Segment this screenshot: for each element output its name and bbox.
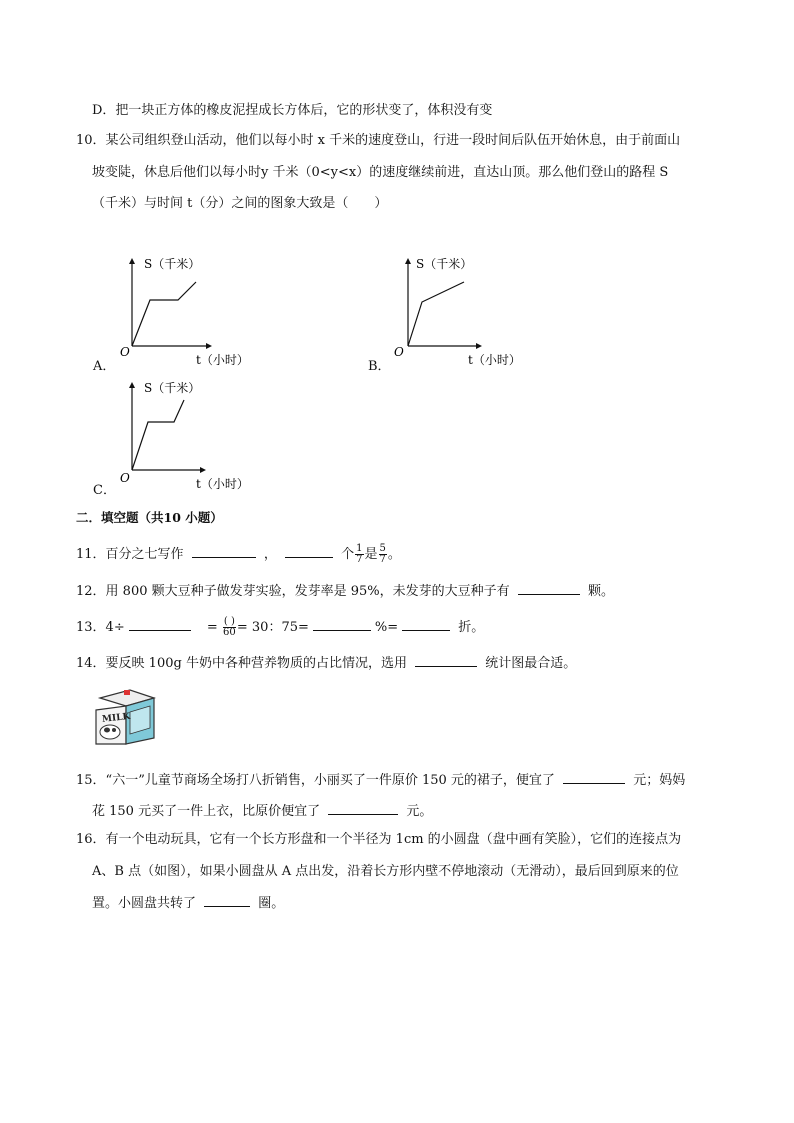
q10-line-3: （千米）与时间 t（分）之间的图象大致是（ ）	[92, 196, 388, 211]
graph-a-y-label: S（千米）	[144, 257, 201, 271]
q13-prefix: 13．4÷	[76, 620, 125, 635]
graph-a-origin: O	[120, 345, 130, 359]
graph-b-curve	[408, 282, 464, 346]
q16-line-3	[92, 892, 284, 914]
q11-blank-1[interactable]	[192, 543, 256, 558]
q15-line1-prefix: 15．“六一”儿童节商场全场打八折销售，小丽买了一件原价 150 元的裙子，便宜了	[76, 773, 555, 788]
q11-mid: 个	[341, 547, 355, 562]
graph-b-x-arrow	[476, 343, 482, 349]
graph-a	[110, 250, 270, 370]
q15-line2-prefix: 花 150 元买了一件上衣，比原价便宜了	[92, 804, 321, 819]
section-2-title: 二．填空题（共10 小题）	[76, 510, 223, 525]
q15-line-2	[92, 800, 432, 822]
option-a-label: A．	[93, 359, 116, 374]
q11-fraction-1: $\frac{1}{7}$	[356, 543, 363, 565]
graph-c-y-label: S（千米）	[144, 381, 201, 395]
option-b-label: B．	[368, 359, 391, 374]
graph-b-origin: O	[394, 345, 404, 359]
q12-prefix: 12．用 800 颗大豆种子做发芽实验，发芽率是 95%，未发芽的大豆种子有	[76, 584, 510, 599]
q10-line-1: 10．某公司组织登山活动，他们以每小时 x 千米的速度登山，行进一段时间后队伍开始休息，由于前面山	[76, 133, 681, 148]
q16-line3-suffix: 圈。	[258, 896, 285, 911]
q13-eq: =	[206, 620, 218, 635]
q13-suffix: 折。	[458, 620, 485, 635]
graph-c-x-arrow	[200, 467, 206, 473]
q12-suffix: 颗。	[587, 584, 614, 599]
q16-line3-prefix: 置。小圆盘共转了	[92, 896, 197, 911]
q13-fraction: $\frac{( )}{60}$	[223, 616, 236, 638]
option-c-label: C．	[93, 483, 116, 498]
graph-c	[110, 374, 270, 494]
q11-is: 是	[364, 547, 378, 562]
graph-c-x-label: t（小时）	[196, 477, 249, 491]
q13-blank-3[interactable]	[402, 616, 450, 631]
graph-a-x-arrow	[206, 343, 212, 349]
q14-blank[interactable]	[415, 652, 477, 667]
graph-c-origin: O	[120, 471, 130, 485]
q13-mid: = 30：75=	[236, 620, 309, 635]
q15-line-1	[76, 769, 685, 791]
q16-line-2: A、B 点（如图），如果小圆盘从 A 点出发，沿着长方形内壁不停地滚动（无滑动），最后回到原来的位	[92, 864, 679, 879]
q14-prefix: 14．要反映 100g 牛奶中各种营养物质的占比情况，选用	[76, 656, 407, 671]
q11-end: 。	[387, 547, 401, 562]
q13-blank-1[interactable]	[129, 616, 191, 631]
q16-line-1: 16．有一个电动玩具，它有一个长方形盘和一个半径为 1cm 的小圆盘（盘中画有笑脸），它们的连接点为	[76, 832, 682, 847]
milk-label: MILK	[101, 711, 131, 725]
q9-option-d: D．把一块正方体的橡皮泥捏成长方体后，它的形状变了，体积没有变	[92, 103, 493, 118]
q12	[76, 580, 614, 602]
q13-blank-2[interactable]	[313, 616, 371, 631]
graph-a-curve	[132, 282, 196, 346]
milk-carton-image	[90, 684, 160, 748]
q15-line2-suffix: 元。	[406, 804, 433, 819]
graph-b-y-label: S（千米）	[416, 257, 473, 271]
q14-suffix: 统计图最合适。	[485, 656, 577, 671]
q15-blank-1[interactable]	[563, 769, 625, 784]
q13	[76, 616, 484, 638]
q13-percent: %=	[374, 620, 399, 635]
q10-line-2: 坡变陡，休息后他们以每小时y 千米（0<y<x）的速度继续前进，直达山顶。那么他们登山的路程 S	[92, 165, 669, 180]
graph-c-y-arrow	[129, 382, 135, 388]
q11-blank-2[interactable]	[285, 543, 333, 558]
q15-blank-2[interactable]	[328, 800, 398, 815]
graph-c-curve	[132, 400, 184, 470]
q15-line1-suffix: 元；妈妈	[633, 773, 686, 788]
graph-b	[386, 250, 546, 370]
q11-comma: ，	[263, 547, 277, 562]
q11-prefix: 11．百分之七写作	[76, 547, 184, 562]
graph-a-x-label: t（小时）	[196, 353, 249, 367]
q11-fraction-2: $\frac{5}{7}$	[379, 543, 386, 565]
graph-a-y-arrow	[129, 258, 135, 264]
q11	[76, 543, 401, 565]
q14	[76, 652, 576, 674]
graph-b-x-label: t（小时）	[468, 353, 521, 367]
q12-blank[interactable]	[518, 580, 580, 595]
graph-b-y-arrow	[405, 258, 411, 264]
q16-blank[interactable]	[204, 892, 250, 907]
